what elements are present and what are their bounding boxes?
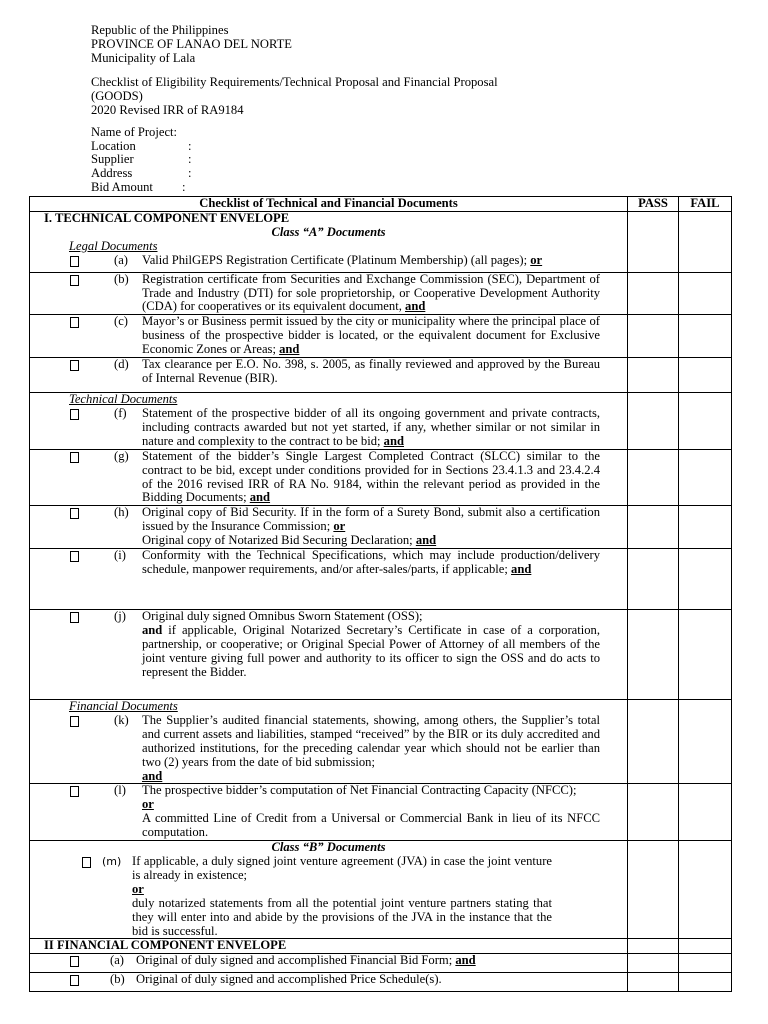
conjunction: or (142, 797, 154, 812)
checklist-table (29, 196, 732, 992)
checkbox-icon[interactable] (30, 358, 110, 386)
list-item (30, 450, 627, 506)
item-code: (a) (114, 252, 128, 267)
fail-cell[interactable] (679, 610, 732, 700)
item-code: (b) (110, 972, 125, 987)
pass-cell[interactable] (628, 506, 679, 549)
table-row (30, 939, 628, 954)
item-code: (m) (102, 855, 122, 868)
item-text: Original of duly signed and accomplished Price Schedule(s). (136, 972, 442, 987)
fail-cell[interactable] (679, 939, 732, 954)
fail-cell[interactable] (679, 449, 732, 506)
fail-cell[interactable] (679, 700, 732, 784)
fail-cell[interactable] (679, 393, 732, 450)
pass-cell[interactable] (628, 212, 679, 273)
list-item (30, 273, 627, 315)
document-title (91, 75, 498, 117)
bid-amount-label: Bid Amount (91, 179, 153, 194)
item-text: The Supplier’s audited financial statements, showing, among others, the Supplier’s total and current assets and liabilities, stamped “received” by the BIR or its duly accredited and authorized institutions, for the preceding calendar year which should not be earlier than two (2) years from the date of bid submission; (142, 712, 600, 769)
fail-header: FAIL (679, 197, 732, 212)
item-text: Statement of the bidder’s Single Largest Completed Contract (SLCC) similar to the contract to be bid, except under conditions provided for in Sections 23.4.1.3 and 23.4.2.4 of the 2016 revised IRR of RA No. 9184, within the relevant period as provided in the Bidding Documents; (142, 448, 600, 505)
project-details (91, 126, 192, 195)
fail-cell[interactable] (679, 549, 732, 610)
list-item (30, 315, 627, 357)
fail-cell[interactable] (679, 358, 732, 393)
fail-cell[interactable] (679, 954, 732, 973)
pass-cell[interactable] (628, 939, 679, 954)
pass-cell[interactable] (628, 315, 679, 358)
table-row (30, 272, 628, 315)
item-text: Valid PhilGEPS Registration Certificate (Platinum Membership) (all pages); (142, 252, 528, 267)
checkbox-icon[interactable] (30, 855, 102, 938)
section-financial: II FINANCIAL COMPONENT ENVELOPE (44, 938, 287, 953)
conjunction: or (132, 881, 144, 896)
checkbox-icon[interactable] (30, 315, 110, 357)
list-item (30, 549, 627, 577)
fail-cell[interactable] (679, 973, 732, 992)
table-row (30, 315, 628, 358)
list-item (30, 954, 627, 972)
item-code: (h) (114, 505, 129, 520)
table-row (30, 841, 628, 939)
item-text-alt: duly notarized statements from all the potential joint venture partners stating that they will enter into and abide by the provisions of the JVA in the instance that the bid is successful. (132, 895, 552, 938)
item-text: Statement of the prospective bidder of all its ongoing government and private contracts, including contracts awarded but not yet started, if any, whether similar or not similar in nature and complexity to the contract to be bid; (142, 405, 600, 448)
location-label: Location (91, 138, 136, 153)
item-text: Mayor’s or Business permit issued by the city or municipality where the principal place of business of the prospective bidder is located, or the equivalent document for Exclusive Economic Zones or Areas; (142, 314, 600, 357)
class-b-heading: Class “B” Documents (271, 840, 386, 855)
title-line-1: Checklist of Eligibility Requirements/Technical Proposal and Financial Proposal (91, 75, 498, 89)
checkbox-icon[interactable] (30, 610, 110, 680)
conjunction: and (405, 299, 426, 314)
table-row (30, 549, 628, 610)
item-text: Registration certificate from Securities and Exchange Commission (SEC), Department of Trade and Industry (DTI) for sole proprietorship, or Cooperative Development Authority (CDA) for cooperatives or its equivalent document, (142, 271, 600, 314)
pass-cell[interactable] (628, 358, 679, 393)
checkbox-icon[interactable] (30, 714, 110, 784)
address-label: Address (91, 166, 133, 181)
colon: : (188, 166, 192, 181)
pass-cell[interactable] (628, 973, 679, 992)
conjunction: and (511, 561, 532, 576)
checkbox-icon[interactable] (30, 506, 110, 548)
municipality-line: Municipality of Lala (91, 51, 196, 65)
table-row (30, 449, 628, 506)
checkbox-icon[interactable] (30, 407, 110, 449)
supplier-label: Supplier (91, 152, 134, 167)
list-item (30, 407, 627, 449)
item-text: Original duly signed Omnibus Sworn Statement (OSS); (142, 609, 423, 624)
list-item (30, 254, 627, 272)
table-row (30, 212, 628, 273)
table-row (30, 358, 628, 393)
table-row (30, 610, 628, 700)
table-row (30, 973, 628, 992)
item-code: (k) (114, 712, 129, 727)
table-row (30, 700, 628, 784)
checkbox-icon[interactable] (30, 450, 110, 506)
checkbox-icon[interactable] (30, 954, 110, 972)
pass-cell[interactable] (628, 272, 679, 315)
fail-cell[interactable] (679, 212, 732, 273)
fail-cell[interactable] (679, 506, 732, 549)
fail-cell[interactable] (679, 272, 732, 315)
colon: : (182, 179, 186, 194)
conjunction: and (415, 533, 437, 548)
table-row (30, 506, 628, 549)
list-item (30, 973, 627, 991)
colon: : (188, 138, 192, 153)
list-item (30, 610, 627, 680)
item-text: Tax clearance per E.O. No. 398, s. 2005, as finally reviewed and approved by the Bureau of Internal Revenue (BIR). (142, 357, 600, 385)
item-code: (j) (114, 609, 126, 624)
item-text-alt: A committed Line of Credit from a Universal or Commercial Bank in lieu of its NFCC computation. (142, 811, 600, 840)
legal-documents-heading: Legal Documents (69, 238, 158, 253)
item-text: Original of duly signed and accomplished Financial Bid Form; (136, 953, 453, 968)
checkbox-icon[interactable] (30, 973, 110, 991)
pass-cell[interactable] (628, 700, 679, 784)
item-code: (f) (114, 405, 127, 420)
pass-cell[interactable] (628, 784, 679, 841)
item-code: (d) (114, 357, 129, 372)
list-item (30, 784, 627, 840)
pass-cell[interactable] (628, 841, 679, 939)
item-code: (l) (114, 783, 126, 798)
item-code: (b) (114, 271, 129, 286)
pass-cell[interactable] (628, 610, 679, 700)
pass-cell[interactable] (628, 393, 679, 450)
conjunction: and (142, 768, 163, 783)
conjunction: or (530, 252, 543, 267)
list-item (30, 855, 627, 938)
item-text: The prospective bidder’s computation of Net Financial Contracting Capacity (NFCC); (142, 783, 577, 798)
item-code: (c) (114, 314, 128, 329)
item-code: (g) (114, 448, 129, 463)
item-code: (a) (110, 953, 124, 968)
conjunction: and (249, 490, 271, 505)
pass-cell[interactable] (628, 549, 679, 610)
checkbox-icon[interactable] (30, 549, 110, 577)
conjunction: and (455, 953, 476, 968)
item-text-alt: Original copy of Notarized Bid Securing Declaration; (142, 533, 413, 548)
list-item (30, 714, 627, 784)
province-line: PROVINCE OF LANAO DEL NORTE (91, 37, 292, 51)
list-item (30, 358, 627, 386)
checkbox-icon[interactable] (30, 784, 110, 840)
class-a-heading: Class “A” Documents (271, 224, 386, 239)
fail-cell[interactable] (679, 784, 732, 841)
conjunction: or (333, 519, 346, 534)
list-item (30, 506, 627, 548)
item-text-alt: if applicable, Original Notarized Secretary’s Certificate in case of a corporation, partnership, or cooperative; or Original Special Power of Attorney of all members of the joint venture giving full power and authority to its officer to sign the OSS and do acts to represent the Bidder. (142, 622, 600, 679)
conjunction: and (142, 622, 163, 637)
technical-documents-heading: Technical Documents (69, 392, 178, 407)
table-heading: Checklist of Technical and Financial Documents (30, 197, 628, 212)
section-technical: I. TECHNICAL COMPONENT ENVELOPE (44, 211, 290, 225)
table-row (30, 393, 628, 450)
title-line-2: (GOODS) (91, 89, 143, 103)
conjunction: and (279, 342, 300, 357)
colon: : (188, 152, 192, 167)
financial-documents-heading: Financial Documents (69, 699, 178, 714)
pass-cell[interactable] (628, 449, 679, 506)
conjunction: and (383, 433, 404, 448)
table-row (30, 784, 628, 841)
item-text: Original copy of Bid Security. If in the form of a Surety Bond, submit also a certification issued by the Insurance Commission; (142, 505, 600, 534)
item-text: If applicable, a duly signed joint venture agreement (JVA) in case the joint venture is already in existence; (132, 854, 552, 882)
item-code: (i) (114, 548, 126, 563)
title-line-3: 2020 Revised IRR of RA9184 (91, 103, 244, 117)
checkbox-icon[interactable] (30, 273, 110, 315)
table-row (30, 954, 628, 973)
pass-cell[interactable] (628, 954, 679, 973)
republic-line: Republic of the Philippines (91, 23, 229, 37)
pass-header: PASS (628, 197, 679, 212)
fail-cell[interactable] (679, 841, 732, 939)
project-name-label: Name of Project: (91, 125, 178, 139)
letterhead (91, 23, 292, 65)
fail-cell[interactable] (679, 315, 732, 358)
checkbox-icon[interactable] (30, 254, 110, 272)
item-text: Conformity with the Technical Specifications, which may include production/delivery schedule, manpower requirements, and/or after-sales/parts, if applicable; (142, 548, 600, 576)
